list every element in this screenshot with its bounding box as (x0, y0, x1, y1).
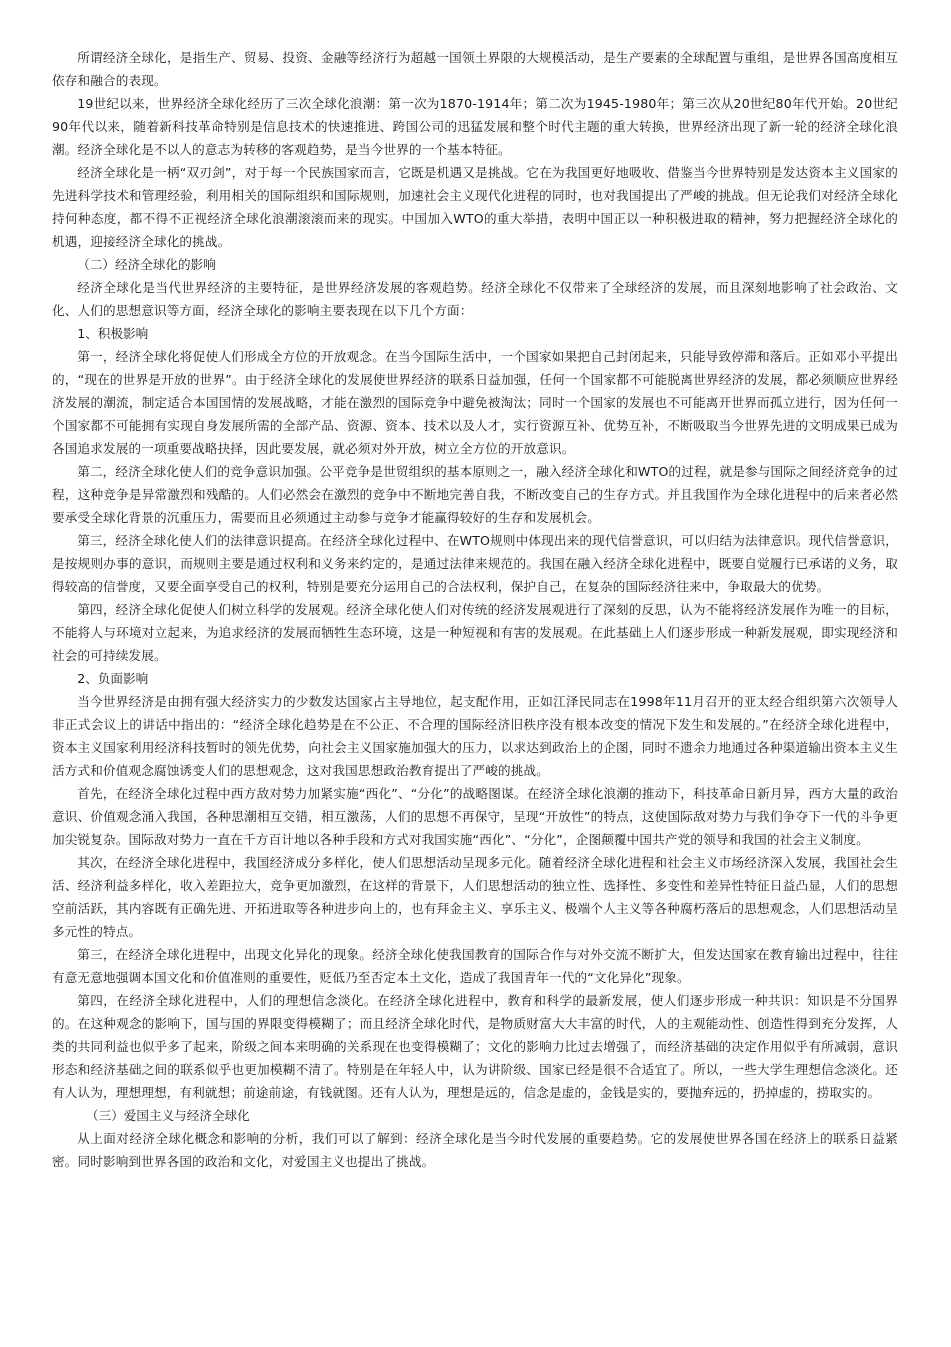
subheading-negative: 2、负面影响 (77, 671, 149, 686)
paragraph-impact-intro: 经济全球化是当代世界经济的主要特征，是世界经济发展的客观趋势。经济全球化不仅带来了全球经济的发展，而且深刻地影响了社会政治、文化、人们的思想意识等方面，经济全球化的影响主要表现在以下几个方面： (52, 280, 898, 318)
paragraph-definition: 所谓经济全球化，是指生产、贸易、投资、金融等经济行为超越一国领土界限的大规模活动，是生产要素的全球配置与重组，是世界各国高度相互依存和融合的表现。 (52, 50, 898, 88)
paragraph-negative-3: 第三，在经济全球化进程中，出现文化异化的现象。经济全球化使我国教育的国际合作与对外交流不断扩大，但发达国家在教育输出过程中，往往有意无意地强调本国文化和价值准则的重要性，贬低乃至否定本土文化，造成了我国青年一代的“文化异化”现象。 (52, 947, 898, 985)
paragraph-negative-intro: 当今世界经济是由拥有强大经济实力的少数发达国家占主导地位，起支配作用，正如江泽民同志在1998年11月召开的亚太经合组织第六次领导人非正式会议上的讲话中指出的：“经济全球化趋势是在不公正、不合理的国际经济旧秩序没有根本改变的情况下发生和发展的。”在经济全球化进程中，资本主义国家利用经济科技暂时的领先优势，向社会主义国家施加强大的压力，以求达到政治上的企图，同时不遗余力地通过各种渠道输出资本主义生活方式和价值观念腐蚀诱变人们的思想观念，这对我国思想政治教育提出了严峻的挑战。 (52, 694, 898, 778)
paragraph-negative-4: 第四，在经济全球化进程中，人们的理想信念淡化。在经济全球化进程中，教育和科学的最新发展，使人们逐步形成一种共识：知识是不分国界的。在这种观念的影响下，国与国的界限变得模糊了；而且经济全球化时代，是物质财富大大丰富的时代，人的主观能动性、创造性得到充分发挥，人类的共同利益也似乎多了起来，阶级之间本来明确的关系现在也变得模糊了；文化的影响力比过去增强了，而经济基础的决定作用似乎有所减弱，意识形态和经济基础之间的联系似乎也更加模糊不清了。特别是在年轻人中，认为讲阶级、国家已经是很不合适宜了。所以，一些大学生理想信念淡化。还有人认为，理想理想，有利就想；前途前途，有钱就图。还有人认为，理想是远的，信念是虚的，金钱是实的，要抛弃远的，扔掉虚的，捞取实的。 (52, 993, 898, 1100)
paragraph-negative-1: 首先，在经济全球化过程中西方敌对势力加紧实施“西化”、“分化”的战略图谋。在经济全球化浪潮的推动下，科技革命日新月异，西方大量的政治意识、价值观念涌入我国，各种思潮相互交错，相互激荡，人们的思想不再保守，呈现“开放性”的特点，这使国际敌对势力与我们争夺下一代的斗争更加尖锐复杂。国际敌对势力一直在千方百计地以各种手段和方式对我国实施“西化”、“分化”，企图颠覆中国共产党的领导和我国的社会主义制度。 (52, 786, 898, 847)
document-page (52, 46, 898, 1173)
paragraph-positive-2: 第二，经济全球化使人们的竞争意识加强。公平竞争是世贸组织的基本原则之一，融入经济全球化和WTO的过程，就是参与国际之间经济竞争的过程，这种竞争是异常激烈和残酷的。人们必然会在激烈的竞争中不断地完善自我，不断改变自己的生存方式。并且我国作为全球化进程中的后来者必然要承受全球化背景的沉重压力，需要而且必须通过主动参与竞争才能赢得较好的生存和发展机会。 (52, 464, 898, 525)
section-heading-patriotism: （三）爱国主义与经济全球化 (86, 1108, 250, 1123)
paragraph-positive-4: 第四，经济全球化促使人们树立科学的发展观。经济全球化使人们对传统的经济发展观进行了深刻的反思，认为不能将经济发展作为唯一的目标，不能将人与环境对立起来，为追求经济的发展而牺牲生态环境，这是一种短视和有害的发展观。在此基础上人们逐步形成一种新发展观，即实现经济和社会的可持续发展。 (52, 602, 898, 663)
subheading-positive: 1、积极影响 (77, 326, 149, 341)
paragraph-history: 19世纪以来，世界经济全球化经历了三次全球化浪潮：第一次为1870-1914年；第二次为1945-1980年；第三次从20世纪80年代开始。20世纪90年代以来，随着新科技革命特别是信息技术的快速推进、跨国公司的迅猛发展和整个时代主题的重大转换，世界经济出现了新一轮的经济全球化浪潮。经济全球化是不以人的意志为转移的客观趋势，是当今世界的一个基本特征。 (52, 96, 898, 157)
paragraph-positive-3: 第三，经济全球化使人们的法律意识提高。在经济全球化过程中、在WTO规则中体现出来的现代信誉意识，可以归结为法律意识。现代信誉意识，是按规则办事的意识，而规则主要是通过权利和义务来约定的，是通过法律来规范的。我国在融入经济全球化进程中，既要自觉履行已承诺的义务，取得较高的信誉度，又要全面享受自己的权利，特别是要充分运用自己的合法权利，保护自己，在复杂的国际经济往来中，争取最大的优势。 (52, 533, 898, 594)
section-heading-impact: （二）经济全球化的影响 (77, 257, 216, 272)
paragraph-patriotism: 从上面对经济全球化概念和影响的分析，我们可以了解到：经济全球化是当今时代发展的重要趋势。它的发展使世界各国在经济上的联系日益紧密。同时影响到世界各国的政治和文化，对爱国主义也提出了挑战。 (52, 1131, 898, 1169)
paragraph-double-edged: 经济全球化是一柄“双刃剑”，对于每一个民族国家而言，它既是机遇又是挑战。它在为我国更好地吸收、借鉴当今世界特别是发达资本主义国家的先进科学技术和管理经验，利用相关的国际组织和国际规则，加速社会主义现代化进程的同时，也对我国提出了严峻的挑战。但无论我们对经济全球化持何种态度，都不得不正视经济全球化浪潮滚滚而来的现实。中国加入WTO的重大举措，表明中国正以一种积极进取的精神，努力把握经济全球化的机遇，迎接经济全球化的挑战。 (52, 165, 898, 249)
paragraph-positive-1: 第一，经济全球化将促使人们形成全方位的开放观念。在当今国际生活中，一个国家如果把自己封闭起来，只能导致停滞和落后。正如邓小平提出的，“现在的世界是开放的世界”。由于经济全球化的发展使世界经济的联系日益加强，任何一个国家都不可能脱离世界经济的发展，都必须顺应世界经济发展的潮流，制定适合本国国情的发展战略，才能在激烈的国际竞争中避免被淘汰；同时一个国家的发展也不可能离开世界而孤立进行，因为任何一个国家都不可能拥有实现自身发展所需的全部产品、资源、资本、技术以及人才，实行资源互补、优势互补，不断吸取当今世界先进的文明成果已成为各国追求发展的一项重要战略抉择，因此要发展，就必须对外开放，树立全方位的开放意识。 (52, 349, 898, 456)
paragraph-negative-2: 其次，在经济全球化进程中，我国经济成分多样化，使人们思想活动呈现多元化。随着经济全球化进程和社会主义市场经济深入发展，我国社会生活、经济利益多样化，收入差距拉大，竞争更加激烈，在这样的背景下，人们思想活动的独立性、选择性、多变性和差异性特征日益凸显，人们的思想空前活跃，其内容既有正确先进、开拓进取等各种进步向上的，也有拜金主义、享乐主义、极端个人主义等各种腐朽落后的思想观念，人们思想活动呈多元性的特点。 (52, 855, 898, 939)
